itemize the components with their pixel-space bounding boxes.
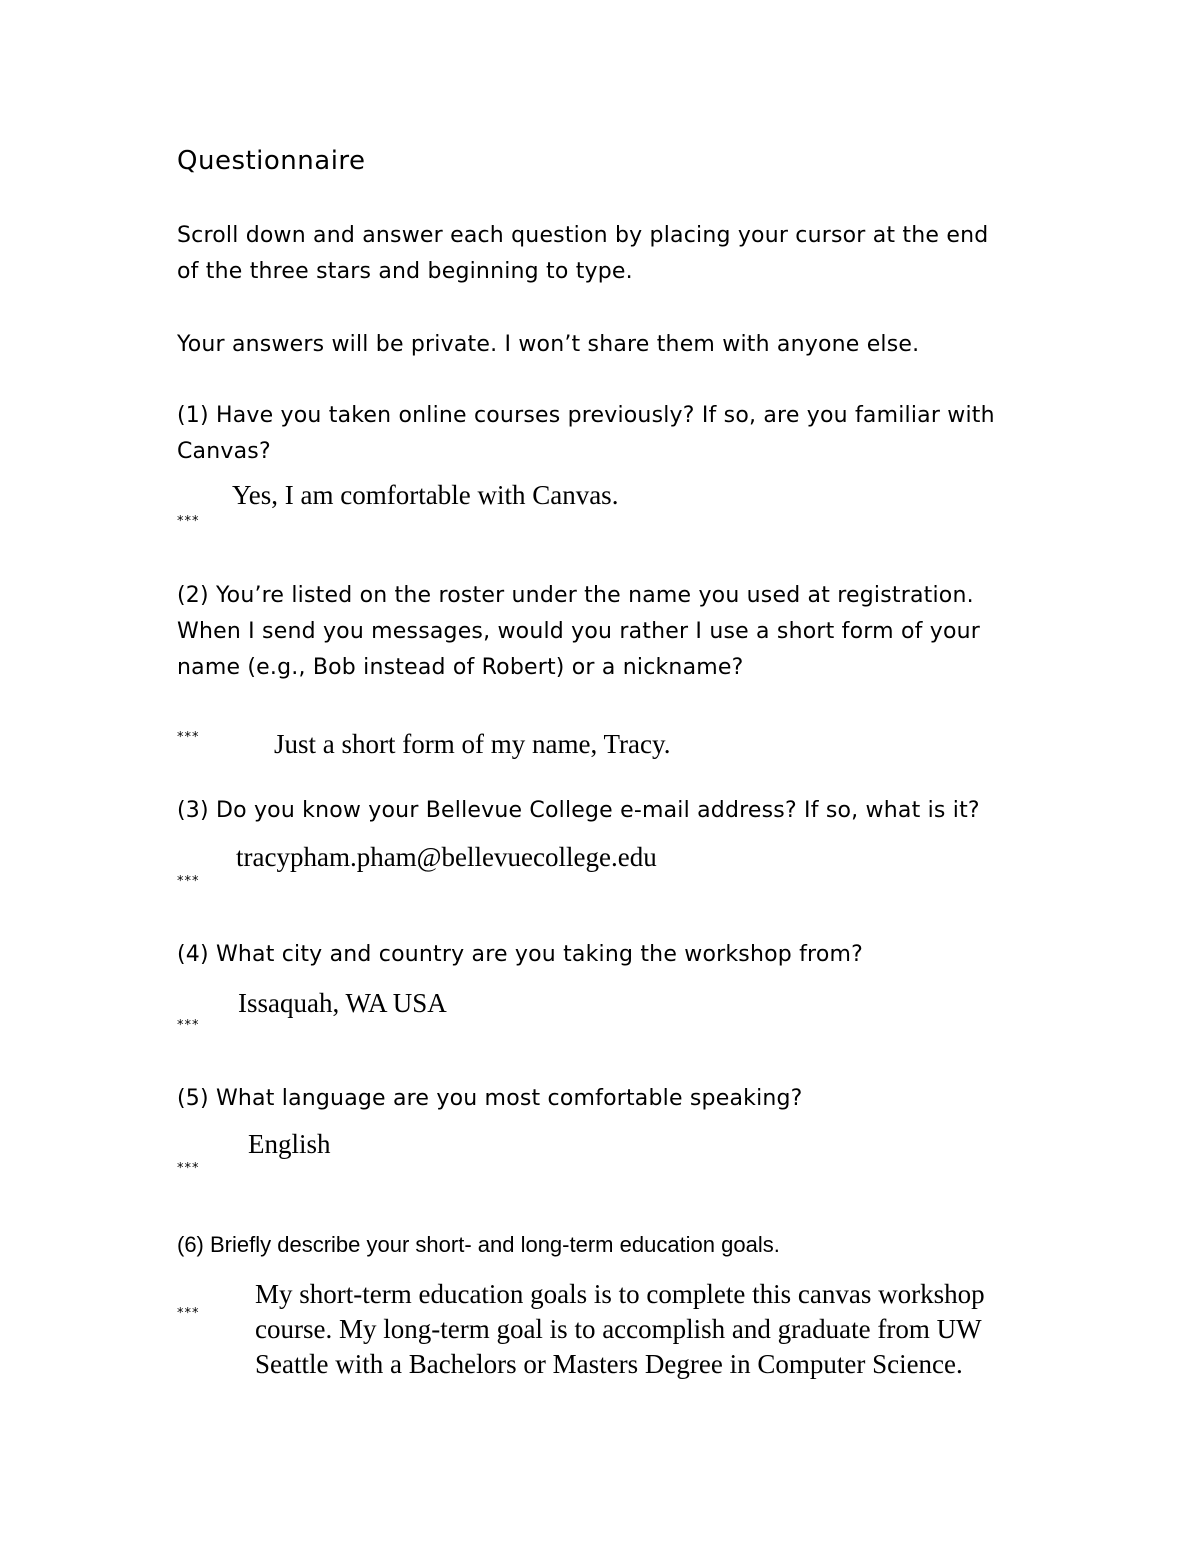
question-4: (4) What city and country are you taking the workshop from? — [177, 942, 863, 967]
answer-4-stars: *** — [177, 1018, 200, 1033]
answer-6-line-2: course. My long-term goal is to accomplish and graduate from UW — [255, 1314, 982, 1344]
intro-line-1: Scroll down and answer each question by placing your cursor at the end — [177, 223, 989, 248]
answer-6-stars: *** — [177, 1306, 200, 1321]
question-2-line-2: When I send you messages, would you rather I use a short form of your — [177, 619, 981, 644]
privacy-note: Your answers will be private. I won’t share them with anyone else. — [177, 332, 920, 357]
answer-2-stars: *** — [177, 730, 200, 745]
answer-6-line-3: Seattle with a Bachelors or Masters Degree in Computer Science. — [255, 1349, 963, 1379]
question-1-line-2: Canvas? — [177, 439, 271, 464]
page-title: Questionnaire — [177, 146, 366, 176]
question-2-line-3: name (e.g., Bob instead of Robert) or a nickname? — [177, 655, 744, 680]
answer-5[interactable]: English — [248, 1129, 331, 1159]
question-3: (3) Do you know your Bellevue College e-mail address? If so, what is it? — [177, 798, 980, 823]
question-1 — [177, 398, 995, 470]
answer-6-line-1: My short-term education goals is to complete this canvas workshop — [255, 1279, 985, 1309]
answer-6[interactable] — [255, 1277, 985, 1382]
intro-line-2: of the three stars and beginning to type. — [177, 259, 633, 284]
answer-3-stars: *** — [177, 874, 200, 889]
answer-1-stars: *** — [177, 514, 200, 529]
question-5: (5) What language are you most comfortable speaking? — [177, 1086, 803, 1111]
intro-paragraph — [177, 218, 988, 290]
answer-4[interactable]: Issaquah, WA USA — [238, 988, 447, 1018]
answer-5-stars: *** — [177, 1161, 200, 1176]
question-6: (6) Briefly describe your short- and long-term education goals. — [177, 1232, 780, 1257]
question-1-line-1: (1) Have you taken online courses previously? If so, are you familiar with — [177, 403, 995, 428]
question-2 — [177, 578, 980, 686]
answer-2[interactable]: Just a short form of my name, Tracy. — [274, 729, 671, 759]
answer-1[interactable]: Yes, I am comfortable with Canvas. — [232, 480, 619, 510]
question-2-line-1: (2) You’re listed on the roster under the name you used at registration. — [177, 583, 974, 608]
answer-3[interactable]: tracypham.pham@bellevuecollege.edu — [236, 842, 657, 872]
